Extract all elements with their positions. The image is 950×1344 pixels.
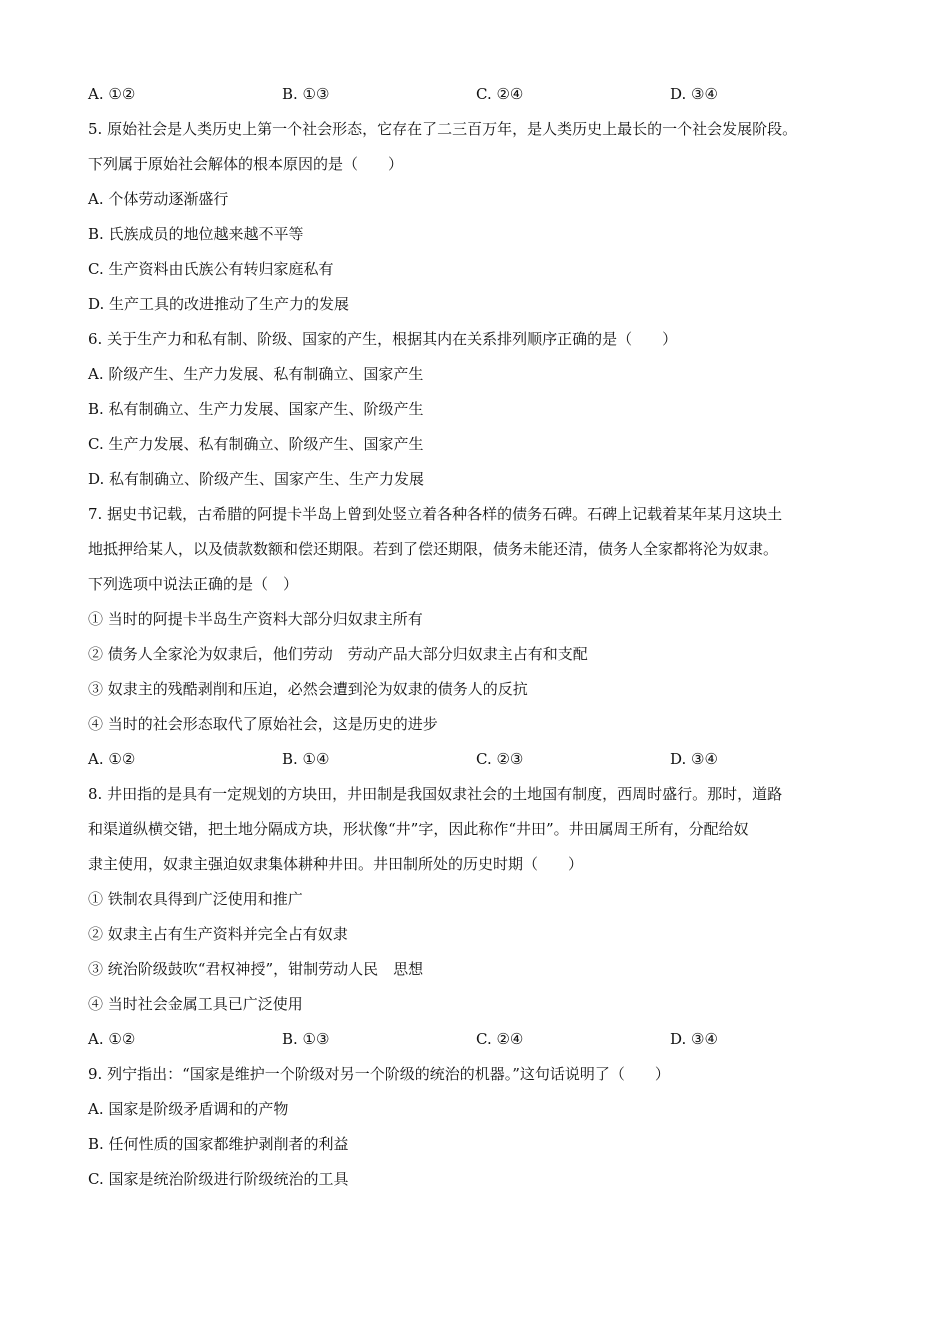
q7-stem-line-2: 地抵押给某人，以及债款数额和偿还期限。若到了偿还期限，债务未能还清，债务人全家都将沦为奴隶。 (88, 540, 779, 558)
q7-option-b: B. ①④ (282, 750, 330, 768)
q8-statement-2: ② 奴隶主占有生产资料并完全占有奴隶 (88, 925, 348, 943)
question-5 (88, 112, 868, 322)
q4-option-d: D. ③④ (670, 85, 718, 103)
q5-choice-d: D. 生产工具的改进推动了生产力的发展 (88, 295, 350, 313)
q6-choice-d: D. 私有制确立、阶级产生、国家产生、生产力发展 (88, 470, 425, 488)
q4-option-a: A. ①② (88, 85, 136, 103)
q7-options (88, 742, 868, 777)
q8-stem-line-2: 和渠道纵横交错，把土地分隔成方块，形状像“井”字，因此称作“井田”。井田属周王所有，分配给奴 (88, 820, 749, 838)
q9-stem-line-1: 9. 列宁指出：“国家是维护一个阶级对另一个阶级的统治的机器。”这句话说明了（ ） (88, 1065, 670, 1083)
q5-choice-b: B. 氏族成员的地位越来越不平等 (88, 225, 304, 243)
q8-statement-1: ① 铁制农具得到广泛使用和推广 (88, 890, 303, 908)
q4-option-b: B. ①③ (282, 85, 330, 103)
q7-stem-line-1: 7. 据史书记载，古希腊的阿提卡半岛上曾到处竖立着各种各样的债务石碑。石碑上记载着某年某月这块土 (88, 505, 783, 523)
q6-choice-b: B. 私有制确立、生产力发展、国家产生、阶级产生 (88, 400, 424, 418)
q7-stem-line-3: 下列选项中说法正确的是（ ） (88, 575, 299, 593)
q8-option-a: A. ①② (88, 1030, 136, 1048)
q5-choice-a: A. 个体劳动逐渐盛行 (88, 190, 229, 208)
q5-choice-c: C. 生产资料由氏族公有转归家庭私有 (88, 260, 334, 278)
q7-option-c: C. ②③ (476, 750, 524, 768)
q8-option-c: C. ②④ (476, 1030, 524, 1048)
question-6 (88, 322, 868, 497)
q5-stem-line-2: 下列属于原始社会解体的根本原因的是（ ） (88, 155, 404, 173)
q8-stem-line-1: 8. 井田指的是具有一定规划的方块田，井田制是我国奴隶社会的土地国有制度，西周时盛行。那时，道路 (88, 785, 783, 803)
q7-option-d: D. ③④ (670, 750, 718, 768)
question-7 (88, 497, 868, 777)
q6-choice-c: C. 生产力发展、私有制确立、阶级产生、国家产生 (88, 435, 424, 453)
question-8 (88, 777, 868, 1057)
question-9 (88, 1057, 868, 1197)
q8-statement-4: ④ 当时社会金属工具已广泛使用 (88, 995, 303, 1013)
q4-option-c: C. ②④ (476, 85, 524, 103)
exam-page (88, 77, 868, 1197)
q9-choice-c: C. 国家是统治阶级进行阶级统治的工具 (88, 1170, 349, 1188)
q4-options (88, 77, 868, 112)
q6-choice-a: A. 阶级产生、生产力发展、私有制确立、国家产生 (88, 365, 424, 383)
q9-choice-a: A. 国家是阶级矛盾调和的产物 (88, 1100, 289, 1118)
q8-stem-line-3: 隶主使用，奴隶主强迫奴隶集体耕种井田。井田制所处的历史时期（ ） (88, 855, 584, 873)
q7-statement-1: ① 当时的阿提卡半岛生产资料大部分归奴隶主所有 (88, 610, 423, 628)
q6-stem-line-1: 6. 关于生产力和私有制、阶级、国家的产生，根据其内在关系排列顺序正确的是（ ） (88, 330, 678, 348)
q7-statement-3: ③ 奴隶主的残酷剥削和压迫，必然会遭到沦为奴隶的债务人的反抗 (88, 680, 528, 698)
q9-choice-b: B. 任何性质的国家都维护剥削者的利益 (88, 1135, 349, 1153)
q8-statement-3: ③ 统治阶级鼓吹“君权神授”，钳制劳动人民 思想 (88, 960, 424, 978)
q8-option-b: B. ①③ (282, 1030, 330, 1048)
q5-stem-line-1: 5. 原始社会是人类历史上第一个社会形态，它存在了二三百万年，是人类历史上最长的一个社会发展阶段。 (88, 120, 798, 138)
q8-option-d: D. ③④ (670, 1030, 718, 1048)
q7-option-a: A. ①② (88, 750, 136, 768)
q7-statement-4: ④ 当时的社会形态取代了原始社会，这是历史的进步 (88, 715, 438, 733)
q8-options (88, 1022, 868, 1057)
q7-statement-2: ② 债务人全家沦为奴隶后，他们劳动 劳动产品大部分归奴隶主占有和支配 (88, 645, 588, 663)
